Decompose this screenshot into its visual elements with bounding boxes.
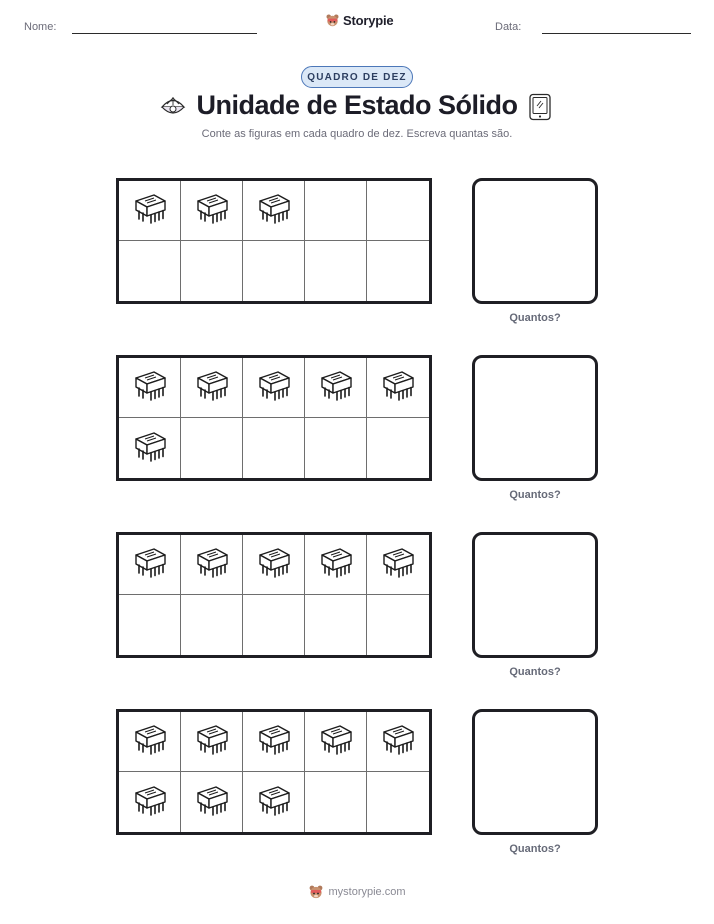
page-title: Unidade de Estado Sólido: [196, 90, 518, 120]
chip-icon: [194, 189, 230, 232]
chip-icon: [194, 781, 230, 824]
answer-label: Quantos?: [509, 489, 561, 501]
ten-frame-cell: [119, 241, 181, 301]
ten-frame-cell: [243, 241, 305, 301]
date-line[interactable]: [542, 33, 691, 34]
tablet-icon: [528, 93, 552, 121]
name-label: Nome:: [24, 21, 57, 33]
ten-frame-cell: [243, 535, 305, 595]
ten-frame-cell: [119, 535, 181, 595]
ten-frame-cell: [181, 181, 243, 241]
ten-frame-cell: [243, 358, 305, 418]
chip-icon: [380, 720, 416, 763]
answer-label: Quantos?: [509, 843, 561, 855]
ten-frame-cell: [181, 358, 243, 418]
title-row: [0, 90, 714, 126]
chip-icon: [318, 720, 354, 763]
ten-frame-cell: [305, 358, 367, 418]
chip-icon: [132, 543, 168, 586]
ten-frame-cell: [181, 418, 243, 478]
chip-icon: [132, 781, 168, 824]
ten-frame-cell: [119, 358, 181, 418]
ten-frame-cell: [305, 241, 367, 301]
ten-frame-cell: [367, 358, 429, 418]
ten-frame-cell: [119, 418, 181, 478]
chip-icon: [256, 366, 292, 409]
answer-box[interactable]: [472, 532, 598, 658]
ten-frame-cell: [367, 418, 429, 478]
ten-frame-cell: [181, 772, 243, 832]
ten-frame-cell: [119, 595, 181, 655]
date-label: Data:: [495, 21, 522, 33]
ten-frame-cell: [367, 535, 429, 595]
ten-frame: [116, 532, 432, 658]
worksheet-header: [0, 0, 714, 50]
logo-text: Storypie: [343, 13, 394, 28]
chip-icon: [256, 720, 292, 763]
chip-icon: [318, 366, 354, 409]
chip-icon: [132, 427, 168, 470]
ten-frame-cell: [367, 595, 429, 655]
answer-label: Quantos?: [509, 312, 561, 324]
ten-frame-cell: [181, 712, 243, 772]
chip-icon: [256, 189, 292, 232]
ten-frame-cell: [119, 181, 181, 241]
ten-frame-cell: [119, 712, 181, 772]
chip-icon: [132, 366, 168, 409]
ten-frame-cell: [243, 595, 305, 655]
ten-frame-cell: [243, 181, 305, 241]
ten-frame-cell: [305, 772, 367, 832]
ten-frame-cell: [367, 712, 429, 772]
ten-frame-cell: [119, 772, 181, 832]
answer-label: Quantos?: [509, 666, 561, 678]
chip-icon: [194, 543, 230, 586]
footer: [0, 884, 714, 900]
ten-frame-cell: [181, 535, 243, 595]
ten-frame-cell: [181, 595, 243, 655]
exercise-1: [116, 178, 600, 338]
ten-frame-cell: [367, 181, 429, 241]
chip-icon: [256, 781, 292, 824]
ten-frame-cell: [367, 241, 429, 301]
chip-icon: [132, 720, 168, 763]
ten-frame: [116, 178, 432, 304]
ten-frame-cell: [305, 181, 367, 241]
ten-frame-cell: [243, 772, 305, 832]
name-line[interactable]: [72, 33, 257, 34]
ten-frame-cell: [305, 535, 367, 595]
ten-frame-cell: [305, 712, 367, 772]
ten-frame: [116, 709, 432, 835]
ten-frame-cell: [181, 241, 243, 301]
bear-mascot-icon: [308, 884, 324, 900]
answer-box[interactable]: [472, 178, 598, 304]
chip-icon: [380, 366, 416, 409]
ten-frame: [116, 355, 432, 481]
exercise-4: [116, 709, 600, 869]
chip-icon: [380, 543, 416, 586]
chip-icon: [132, 189, 168, 232]
ten-frame-cell: [243, 418, 305, 478]
ten-frame-cell: [305, 418, 367, 478]
exercise-2: [116, 355, 600, 515]
bear-mascot-icon: [325, 13, 340, 28]
instructions: Conte as figuras em cada quadro de dez. Escreva quantas são.: [201, 128, 513, 140]
footer-url: mystorypie.com: [328, 886, 406, 898]
ten-frame-cell: [243, 712, 305, 772]
ten-frame-cell: [367, 772, 429, 832]
answer-box[interactable]: [472, 355, 598, 481]
answer-box[interactable]: [472, 709, 598, 835]
storypie-logo: [325, 13, 393, 28]
chip-icon: [256, 543, 292, 586]
ten-frame-cell: [305, 595, 367, 655]
chip-icon: [194, 720, 230, 763]
worksheet-type-badge: QUADRO DE DEZ: [301, 66, 413, 88]
chip-icon: [194, 366, 230, 409]
chip-icon: [318, 543, 354, 586]
exercise-3: [116, 532, 600, 692]
